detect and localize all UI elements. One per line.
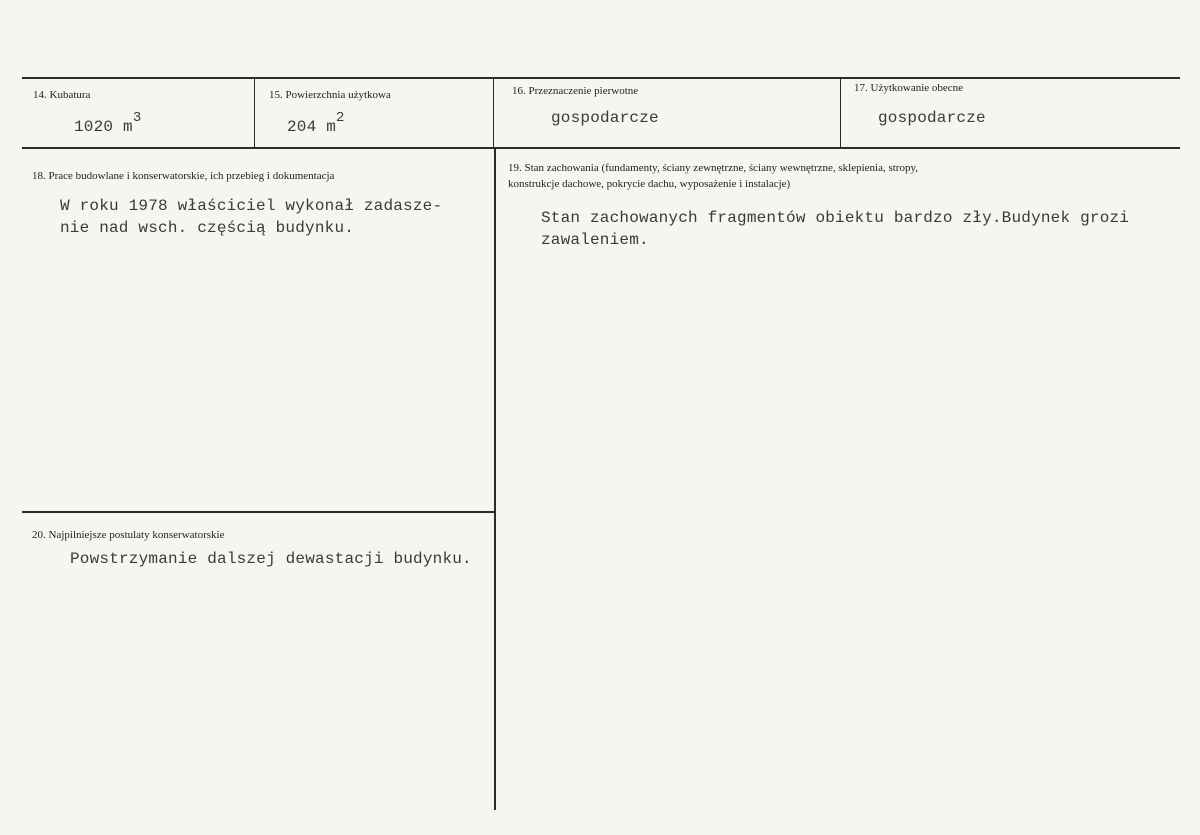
field-16-value: gospodarcze: [551, 109, 659, 127]
kubatura-number: 1020 m: [74, 118, 133, 136]
top-border-line: [22, 77, 1180, 79]
field-15-label: 15. Powierzchnia użytkowa: [269, 89, 391, 101]
powierzchnia-number: 204 m: [287, 118, 337, 136]
field-15-value: [287, 110, 345, 136]
field-14-label: 14. Kubatura: [33, 89, 91, 101]
field-17-label: 17. Użytkowanie obecne: [854, 82, 964, 94]
divider-16-17: [840, 78, 841, 148]
field-19-label-line-1: 19. Stan zachowania (fundamenty, ściany zewnętrzne, ściany wewnętrzne, sklepienia, stropy,: [508, 162, 919, 174]
field-18-label: 18. Prace budowlane i konserwatorskie, ich przebieg i dokumentacja: [32, 170, 335, 182]
field-17-value: gospodarcze: [878, 109, 986, 127]
kubatura-unit-power: 3: [132, 110, 142, 126]
main-vertical-divider: [494, 148, 496, 810]
section-18-bottom-line: [22, 511, 494, 513]
field-19-line-2: zawaleniem.: [541, 231, 649, 249]
field-20-label: 20. Najpilniejsze postulaty konserwatorskie: [32, 529, 225, 541]
field-18-line-2: nie nad wsch. częścią budynku.: [60, 219, 355, 237]
powierzchnia-unit-power: 2: [336, 110, 345, 126]
field-19-label-line-2: konstrukcje dachowe, pokrycie dachu, wyposażenie i instalacje): [508, 178, 791, 190]
field-16-label: 16. Przeznaczenie pierwotne: [512, 85, 639, 97]
field-14-value: [74, 110, 142, 136]
divider-14-15: [254, 78, 255, 148]
field-19-line-1: Stan zachowanych fragmentów obiektu bardzo zły.Budynek grozi: [541, 209, 1130, 227]
field-20-value: Powstrzymanie dalszej dewastacji budynku.: [70, 550, 472, 568]
field-18-line-1: W roku 1978 właściciel wykonał zadasze-: [60, 197, 443, 215]
divider-15-16: [493, 78, 494, 148]
row1-bottom-line: [22, 147, 1180, 149]
